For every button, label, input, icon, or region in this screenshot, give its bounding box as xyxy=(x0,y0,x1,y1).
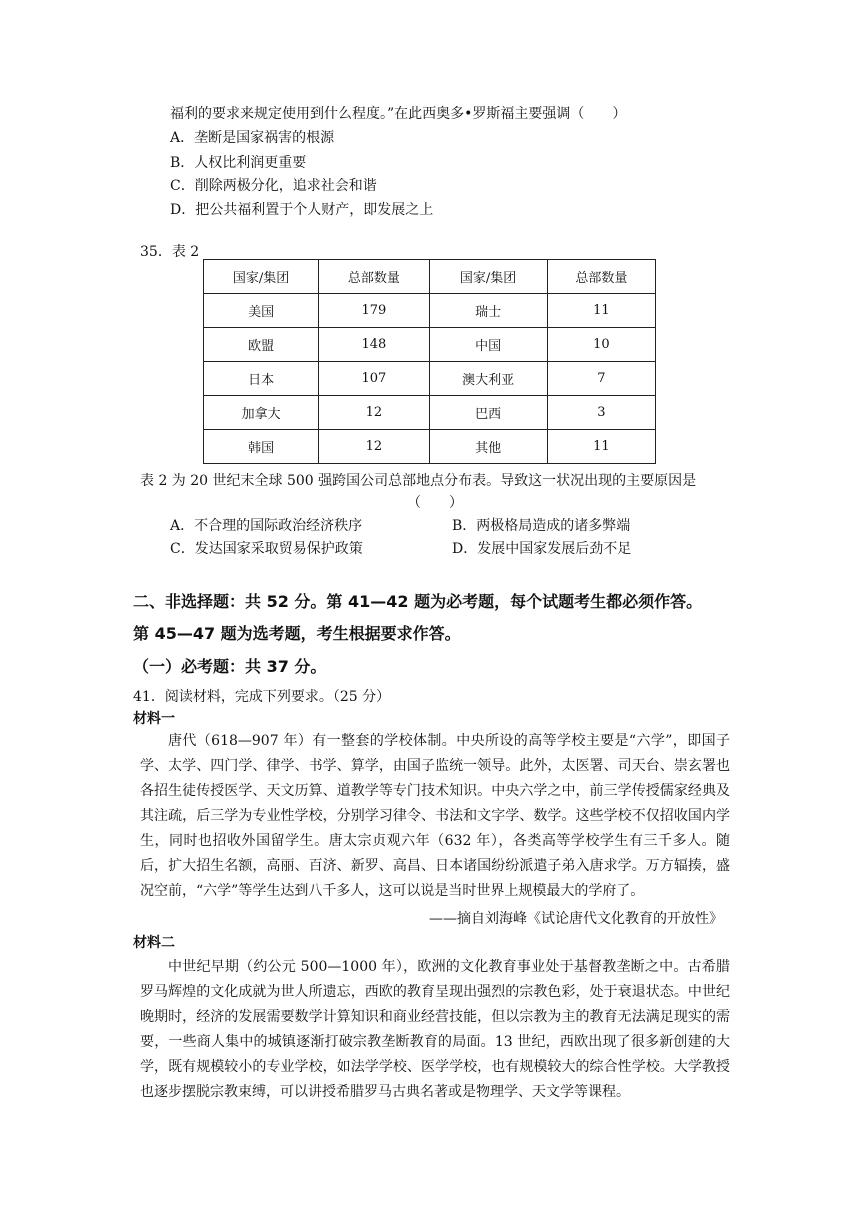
table-cell: 澳大利亚 xyxy=(429,362,547,396)
q35-stem: 表 2 为 20 世纪末全球 500 强跨国公司总部地点分布表。导致这一状况出现的主要原因是 xyxy=(140,473,697,489)
table-cell: 148 xyxy=(319,328,429,362)
table-cell: 欧盟 xyxy=(204,328,319,362)
table-header-row xyxy=(204,260,656,294)
table-row xyxy=(204,396,656,430)
table-cell: 11 xyxy=(547,294,655,328)
table-cell: 11 xyxy=(547,430,655,464)
table-cell: 日本 xyxy=(204,362,319,396)
table-cell: 12 xyxy=(319,430,429,464)
q35-table xyxy=(203,259,656,464)
table-header-cell: 总部数量 xyxy=(547,260,655,294)
section-heading: 二、非选择题：共 52 分。第 41—42 题为必考题，每个试题考生都必须作答。 xyxy=(133,592,703,611)
q34-stem-tail: 福利的要求来规定使用到什么程度。”在此西奥多•罗斯福主要强调（ ） xyxy=(170,106,627,122)
table-cell: 中国 xyxy=(429,328,547,362)
table-row xyxy=(204,362,656,396)
q34-option-c: C．削除两极分化，追求社会和谐 xyxy=(170,178,377,194)
q35-option-d: D．发展中国家发展后劲不足 xyxy=(452,541,632,557)
q35-option-a: A．不合理的国际政治经济秩序 xyxy=(170,518,363,534)
table-header-cell: 总部数量 xyxy=(319,260,429,294)
table-cell: 179 xyxy=(319,294,429,328)
table-row xyxy=(204,294,656,328)
q34-option-b: B．人权比利润更重要 xyxy=(170,155,307,171)
table-cell: 107 xyxy=(319,362,429,396)
material1-label: 材料一 xyxy=(133,711,175,727)
q35-option-c: C．发达国家采取贸易保护政策 xyxy=(170,541,363,557)
q34-option-a: A．垄断是国家祸害的根源 xyxy=(170,130,335,146)
q35-option-b: B．两极格局造成的诸多弊端 xyxy=(452,518,631,534)
table-cell: 美国 xyxy=(204,294,319,328)
section-heading-cont: 第 45—47 题为选考题，考生根据要求作答。 xyxy=(133,624,461,643)
table-header-cell: 国家/集团 xyxy=(429,260,547,294)
table-row xyxy=(204,430,656,464)
table-cell: 其他 xyxy=(429,430,547,464)
table-cell: 10 xyxy=(547,328,655,362)
material2-label: 材料二 xyxy=(133,935,175,951)
table-cell: 7 xyxy=(547,362,655,396)
table-row xyxy=(204,328,656,362)
table-cell: 12 xyxy=(319,396,429,430)
table-cell: 加拿大 xyxy=(204,396,319,430)
table-cell: 韩国 xyxy=(204,430,319,464)
material1-text: 唐代（618—907 年）有一整套的学校体制。中央所设的高等学校主要是“六学”，即国子学、太学、四门学、律学、书学、算学，由国子监统一领导。此外，太医署、司天台、崇玄署也各招生徒传授医学、天文历算、道教学等专门技术知识。中央六学之中，前三学传授儒家经典及其注疏，后三学为专业性学校，分别学习律令、书法和文字学、数学。这些学校不仅招收国内学生，同时也招收外国留学生。唐太宗贞观六年（632 年），各类高等学校学生有三千多人。随后，扩大招生名额，高丽、百济、新罗、高昌、日本诸国纷纷派遣子弟入唐求学。万方辐揍，盛况空前，“六学”等学生达到八千多人，这可以说是当时世界上规模最大的学府了。 xyxy=(140,733,730,899)
q35-label: 35．表 2 xyxy=(140,244,200,260)
material1-source: ——摘自刘海峰《试论唐代文化教育的开放性》 xyxy=(429,911,723,927)
table-cell: 巴西 xyxy=(429,396,547,430)
material2-text: 中世纪早期（约公元 500—1000 年），欧洲的文化教育事业处于基督教垄断之中。古希腊罗马辉煌的文化成就为世人所遗忘，西欧的教育呈现出强烈的宗教色彩，处于衰退状态。中世纪晚期时，经济的发展需要数学计算知识和商业经营技能，但以宗教为主的教育无法满足现实的需要，一些商人集中的城镇逐渐打破宗教垄断教育的局面。13 世纪，西欧出现了很多新创建的大学，既有规模较小的专业学校，如法学学校、医学学校，也有规模较大的综合性学校。大学教授也逐步摆脱宗教束缚，可以讲授希腊罗马古典名著或是物理学、天文学等课程。 xyxy=(140,959,730,1100)
table-cell: 瑞士 xyxy=(429,294,547,328)
q34-option-d: D．把公共福利置于个人财产，即发展之上 xyxy=(170,202,434,218)
table-header-cell: 国家/集团 xyxy=(204,260,319,294)
q41-stem: 41．阅读材料，完成下列要求。（25 分） xyxy=(133,689,391,705)
sub-heading: （一）必考题：共 37 分。 xyxy=(133,657,327,676)
table-cell: 3 xyxy=(547,396,655,430)
q35-answer-blank: （ ） xyxy=(407,495,463,511)
